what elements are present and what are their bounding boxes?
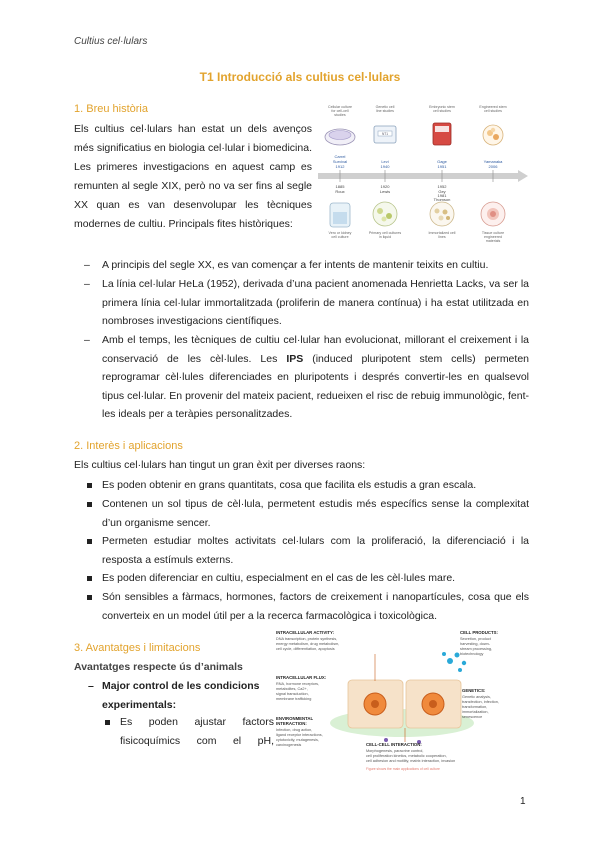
section-3-subheading: Avantatges respecte ús d’animals bbox=[74, 661, 243, 673]
timeline-bottom-dish-2 bbox=[373, 202, 397, 226]
intracellular-activity-label: INTRACELLULAR ACTIVITY: bbox=[276, 630, 335, 635]
timeline-name-1: Carrel bbox=[334, 154, 346, 159]
application-item-text: Es poden obtenir en grans quantitats, cosa que facilita els estudis a gran escala. bbox=[102, 479, 477, 491]
svg-text:immortalization,: immortalization, bbox=[462, 710, 489, 714]
application-item bbox=[74, 588, 529, 625]
svg-text:stream processing,: stream processing, bbox=[460, 647, 493, 651]
square-bullet-icon bbox=[105, 720, 110, 725]
svg-text:cytotoxicity, mutagenesis,: cytotoxicity, mutagenesis, bbox=[276, 738, 319, 742]
application-item bbox=[74, 495, 529, 532]
svg-text:energy metabolism, drug metabo: energy metabolism, drug metabolism, bbox=[276, 642, 340, 646]
application-item-text: Són sensibles a fàrmacs, hormones, factors de creixement i nanopartícules, cosa que els converteix en un model útil per a la recerca farmacològica i toxicològica. bbox=[102, 591, 529, 622]
svg-text:Survival: Survival bbox=[332, 159, 348, 164]
svg-text:ligand receptor interactions,: ligand receptor interactions, bbox=[276, 733, 323, 737]
svg-text:cell cycle, differentiation, a: cell cycle, differentiation, apoptosis bbox=[276, 647, 335, 651]
square-bullet-icon bbox=[87, 576, 92, 581]
svg-text:Roux: Roux bbox=[335, 189, 345, 194]
history-item-text: La línia cel·lular HeLa (1952), derivada d’una pacient anomenada Henrietta Lacks, va ser la primera línia cel·lular immortalitzada (proliferin de manera contínua) i ha estat utilitzada en nombroses investigacions científiques. bbox=[102, 278, 529, 327]
svg-text:NT1: NT1 bbox=[381, 132, 389, 136]
timeline-year-2: 1920 bbox=[380, 184, 390, 189]
application-item-text: Contenen un sol tipus de cèl·lula, permetent estudis més específics sense la complexitat d’un organisme sencer. bbox=[102, 498, 529, 529]
timeline-bottom-dish-4 bbox=[481, 202, 505, 226]
svg-text:in liquid: in liquid bbox=[378, 235, 392, 239]
timeline-name-4: Yamanaka bbox=[483, 159, 503, 164]
svg-text:engineered: engineered bbox=[484, 235, 502, 239]
history-item-text: A principis del segle XX, es van començar a fer intents de mantenir teixits en cultiu. bbox=[102, 259, 489, 271]
svg-text:biotechnology: biotechnology bbox=[460, 652, 484, 656]
svg-text:harvesting, down-: harvesting, down- bbox=[460, 642, 490, 646]
timeline-dish-2 bbox=[374, 126, 396, 143]
dash-marker: – bbox=[84, 334, 90, 346]
svg-text:Morphogenesis, paracrine contr: Morphogenesis, paracrine control, bbox=[366, 749, 424, 753]
ips-term: IPS bbox=[286, 352, 304, 365]
svg-text:materials: materials bbox=[485, 239, 501, 243]
svg-text:cell culture: cell culture bbox=[331, 235, 349, 239]
dash-marker: – bbox=[84, 278, 90, 290]
cell-culture-applications-diagram bbox=[274, 628, 530, 778]
document-title: T1 Introducció als cultius cel·lulars bbox=[199, 70, 401, 84]
svg-text:line studies: line studies bbox=[376, 109, 394, 113]
timeline-name-3: Gage bbox=[437, 159, 447, 164]
timeline-name-2: Levi bbox=[381, 159, 389, 164]
svg-text:1951: 1951 bbox=[437, 164, 447, 169]
svg-text:Secretion, product: Secretion, product bbox=[460, 637, 491, 641]
section-3-heading: 3. Avantatges i limitacions bbox=[74, 642, 201, 654]
square-bullet-icon bbox=[87, 502, 92, 507]
timeline-bottom-caption-3: Immortalized cell bbox=[428, 231, 456, 235]
svg-text:lines: lines bbox=[438, 235, 446, 239]
intracellular-flux-label: INTRACELLULAR FLUX: bbox=[276, 675, 327, 680]
svg-text:INTERACTION:: INTERACTION: bbox=[276, 721, 307, 726]
timeline-top-row bbox=[328, 105, 507, 117]
svg-text:cell proliferation kinetics, m: cell proliferation kinetics, metabolic cooperation, bbox=[366, 754, 447, 758]
timeline-dish-1 bbox=[325, 129, 355, 145]
svg-text:carcinogenesis: carcinogenesis bbox=[276, 743, 302, 747]
cell-cell-interaction-label: CELL-CELL INTERACTION: bbox=[366, 742, 422, 747]
timeline-bottom-dish-1 bbox=[330, 203, 350, 227]
timeline-bottom-caption-2: Primary cell cultures bbox=[368, 231, 402, 235]
running-header: Cultius cel·lulars bbox=[74, 36, 148, 47]
history-item-text: Amb el temps, les tècniques de cultiu cel·lular han evolucionat, millorant el creixement i la conservació de les cèl·lules. Les IPS (induced pluripotent stem cells) permeten reprogramar cèl·lules diferenciades en pluripotents i després convertir-les en qualsevol tipus cel·lular. En provenir del mateix pacient, redueixen el risc de rebuig immunològic, fent-les ideals per a teràpies personalitzades. bbox=[102, 334, 529, 420]
square-bullet-icon bbox=[87, 483, 92, 488]
timeline-year-1: 1885 bbox=[335, 184, 345, 189]
history-item bbox=[74, 331, 529, 424]
svg-text:1940: 1940 bbox=[380, 164, 390, 169]
svg-text:for cell-cell: for cell-cell bbox=[331, 109, 349, 113]
svg-text:cell adhesion and motility, ma: cell adhesion and motility, matrix interaction, invasion bbox=[366, 759, 456, 763]
application-item-text: Es poden diferenciar en cultiu, especialment en el cas de les cèl·lules mare. bbox=[102, 572, 456, 584]
section-1-heading: 1. Breu història bbox=[74, 103, 148, 115]
timeline-dish-4 bbox=[483, 125, 503, 145]
timeline-year-4: 1981 bbox=[437, 193, 447, 198]
section-2-intro: Els cultius cel·lulars han tingut un gran èxit per diverses raons: bbox=[74, 459, 366, 471]
section-1-intro: Els cultius cel·lulars han estat un dels avenços més significatius en biologia cel·lular i biomedicina. Les primeres investigacions en aquest camp es remunten al segle XIX, però no va ser fins al segle XX quan es van desenvolupar les tècniques modernes de cultiu. Principals fites històriques: bbox=[74, 123, 312, 230]
timeline-dish-3 bbox=[433, 123, 451, 145]
application-item bbox=[74, 476, 529, 495]
timeline-bottom-caption-4: Tissue culture bbox=[481, 231, 505, 235]
application-item-text: Permeten estudiar moltes activitats cel·lulars com la proliferació, la diferenciació i la resposta a estímuls externs. bbox=[102, 535, 529, 566]
square-bullet-icon bbox=[87, 539, 92, 544]
history-item bbox=[74, 256, 529, 275]
timeline-bottom-caption-1: Vero or kidney bbox=[328, 231, 352, 235]
svg-text:signal transduction,: signal transduction, bbox=[276, 692, 309, 696]
application-item bbox=[74, 532, 529, 569]
timeline-caption-2: Genetic cell bbox=[375, 105, 395, 109]
timeline-caption-3: Embryonic stem bbox=[429, 105, 455, 109]
svg-text:RNA, hormone receptors,: RNA, hormone receptors, bbox=[276, 682, 320, 686]
application-item bbox=[74, 569, 529, 588]
svg-text:Lewis: Lewis bbox=[379, 189, 391, 194]
svg-text:cell studies: cell studies bbox=[433, 109, 451, 113]
timeline-caption-4: Engineered stem bbox=[479, 105, 507, 109]
timeline-axis bbox=[318, 170, 528, 182]
svg-text:studies: studies bbox=[334, 113, 346, 117]
history-timeline-figure bbox=[318, 100, 530, 250]
svg-text:1912: 1912 bbox=[335, 164, 345, 169]
svg-text:membrane trafficking: membrane trafficking bbox=[276, 697, 312, 701]
section-2-heading: 2. Interès i aplicacions bbox=[74, 440, 183, 452]
cell-diagram-body bbox=[330, 652, 474, 744]
genetics-label: GENETICS: bbox=[462, 688, 486, 693]
environmental-interaction-label: ENVIRONMENTAL bbox=[276, 716, 314, 721]
svg-text:metabolites, Ca2+,: metabolites, Ca2+, bbox=[276, 687, 308, 691]
timeline-caption-1: Cellular culture bbox=[328, 105, 352, 109]
svg-text:2006: 2006 bbox=[488, 164, 498, 169]
cell-products-label: CELL PRODUCTS: bbox=[460, 630, 498, 635]
svg-text:Thomson: Thomson bbox=[433, 197, 451, 202]
page-number: 1 bbox=[520, 796, 526, 807]
timeline-year-3: 1952 bbox=[437, 184, 447, 189]
history-item bbox=[74, 275, 529, 331]
square-bullet-icon bbox=[87, 595, 92, 600]
dash-marker: – bbox=[84, 259, 90, 271]
advantage-subitem-text: Es poden ajustar factors fisicoquímics com el pH, bbox=[120, 716, 274, 747]
diagram-footnote: Figure shows the main applications of cell culture bbox=[366, 767, 440, 771]
advantage-item bbox=[74, 677, 274, 714]
advantage-item-text: Major control de les condicions experimentals: bbox=[102, 680, 260, 711]
svg-text:senescence: senescence bbox=[462, 715, 483, 719]
dash-marker: – bbox=[88, 680, 94, 692]
svg-text:Gey: Gey bbox=[438, 189, 446, 194]
svg-text:cell studies: cell studies bbox=[484, 109, 502, 113]
svg-text:transformation,: transformation, bbox=[462, 705, 488, 709]
svg-text:DNA transcription, protein syn: DNA transcription, protein synthesis, bbox=[276, 637, 338, 641]
svg-text:Genetic analysis,: Genetic analysis, bbox=[462, 695, 491, 699]
timeline-bottom-dish-3 bbox=[430, 202, 454, 226]
svg-text:transfection, infection,: transfection, infection, bbox=[462, 700, 499, 704]
svg-text:Infection, drug action,: Infection, drug action, bbox=[276, 728, 313, 732]
advantage-subitem bbox=[96, 713, 274, 750]
